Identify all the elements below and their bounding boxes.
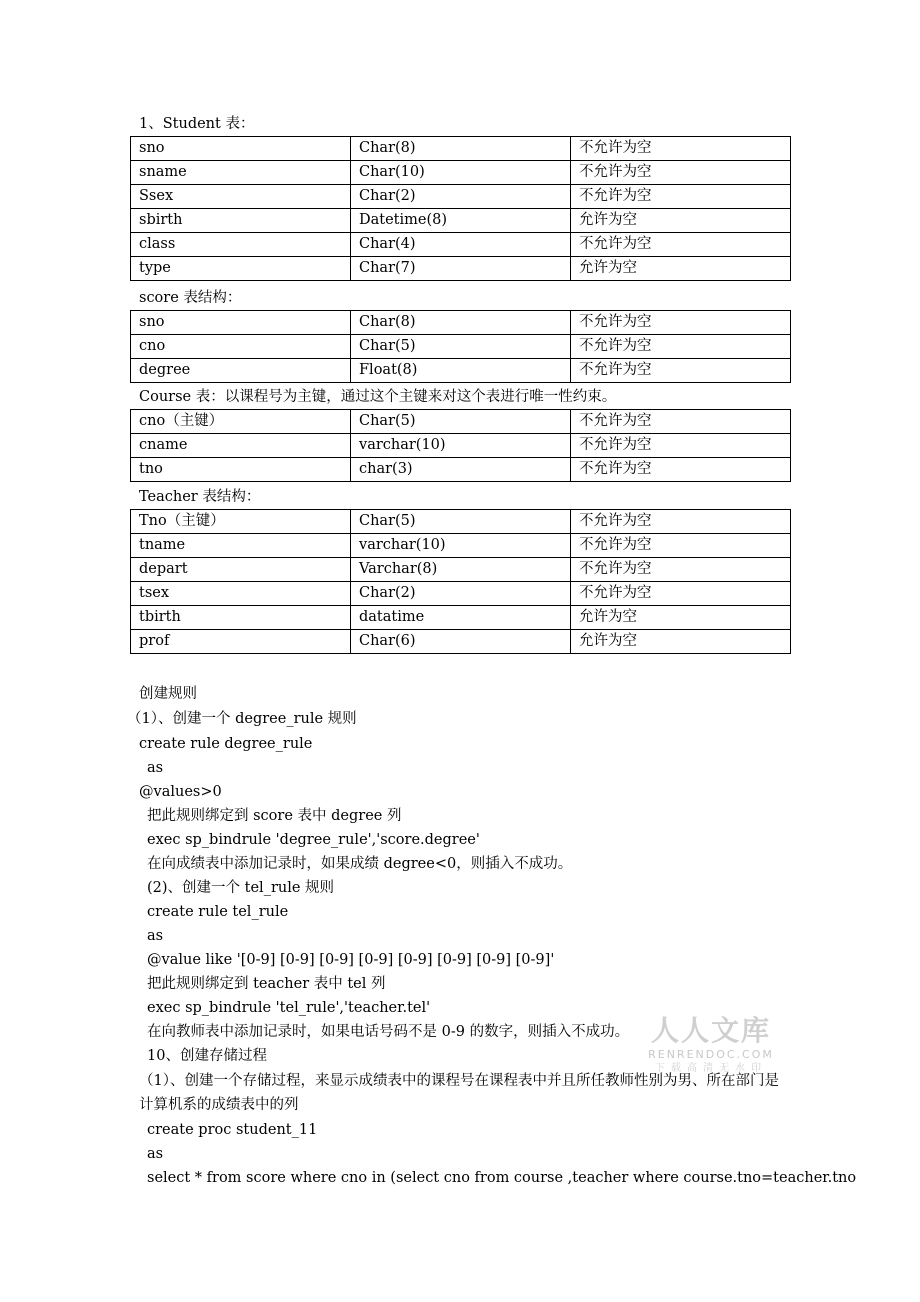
data-type-cell: Char(5)	[351, 335, 571, 359]
nullability-cell: 不允许为空	[571, 161, 791, 185]
field-name-cell: tsex	[131, 582, 351, 606]
nullability-cell: 允许为空	[571, 630, 791, 654]
nullability-cell: 不允许为空	[571, 137, 791, 161]
data-type-cell: char(3)	[351, 458, 571, 482]
field-name-cell: Ssex	[131, 185, 351, 209]
nullability-cell: 不允许为空	[571, 410, 791, 434]
nullability-cell: 不允许为空	[571, 582, 791, 606]
data-type-cell: Char(10)	[351, 161, 571, 185]
field-name-cell: cname	[131, 434, 351, 458]
nullability-cell: 不允许为空	[571, 311, 791, 335]
table-row	[131, 137, 791, 161]
table-row	[131, 410, 791, 434]
data-type-cell: varchar(10)	[351, 534, 571, 558]
nullability-cell: 不允许为空	[571, 434, 791, 458]
table-row	[131, 359, 791, 383]
table-row	[131, 311, 791, 335]
code-line: @value like '[0-9] [0-9] [0-9] [0-9] [0-9] [0-9] [0-9] [0-9]'	[147, 952, 555, 968]
data-type-cell: Char(7)	[351, 257, 571, 281]
data-type-cell: Char(5)	[351, 510, 571, 534]
nullability-cell: 不允许为空	[571, 335, 791, 359]
table-row	[131, 582, 791, 606]
course-table	[130, 409, 791, 482]
nullability-cell: 允许为空	[571, 606, 791, 630]
data-type-cell: Char(8)	[351, 137, 571, 161]
nullability-cell: 不允许为空	[571, 534, 791, 558]
nullability-cell: 允许为空	[571, 257, 791, 281]
code-line: exec sp_bindrule 'tel_rule','teacher.tel'	[147, 1000, 431, 1016]
field-name-cell: prof	[131, 630, 351, 654]
table-row	[131, 209, 791, 233]
code-line: create rule degree_rule	[139, 736, 313, 752]
field-name-cell: tname	[131, 534, 351, 558]
data-type-cell: Varchar(8)	[351, 558, 571, 582]
code-line: create rule tel_rule	[147, 904, 289, 920]
watermark-logo	[646, 1014, 776, 1076]
text-line: 在向成绩表中添加记录时，如果成绩 degree<0，则插入不成功。	[147, 856, 573, 872]
code-line: as	[147, 1146, 164, 1162]
student-table	[130, 136, 791, 281]
code-line: select * from score where cno in (select cno from course ,teacher where course.tno=teacher.tno	[147, 1170, 857, 1186]
code-line: @values>0	[139, 784, 222, 800]
watermark-subtext: 下载高清无水印	[655, 1063, 767, 1074]
data-type-cell: Float(8)	[351, 359, 571, 383]
table-row	[131, 161, 791, 185]
data-type-cell: datatime	[351, 606, 571, 630]
field-name-cell: tbirth	[131, 606, 351, 630]
table-row	[131, 534, 791, 558]
table-row	[131, 335, 791, 359]
field-name-cell: sbirth	[131, 209, 351, 233]
text-line: 把此规则绑定到 score 表中 degree 列	[147, 808, 402, 824]
data-type-cell: Char(8)	[351, 311, 571, 335]
nullability-cell: 不允许为空	[571, 510, 791, 534]
heading-stored-procedure: 10、创建存储过程	[147, 1048, 267, 1064]
field-name-cell: degree	[131, 359, 351, 383]
field-name-cell: type	[131, 257, 351, 281]
field-name-cell: class	[131, 233, 351, 257]
data-type-cell: varchar(10)	[351, 434, 571, 458]
text-line: 把此规则绑定到 teacher 表中 tel 列	[147, 976, 386, 992]
field-name-cell: depart	[131, 558, 351, 582]
table-row	[131, 510, 791, 534]
table-row	[131, 185, 791, 209]
nullability-cell: 不允许为空	[571, 233, 791, 257]
data-type-cell: Char(2)	[351, 582, 571, 606]
section-title-course: Course 表：以课程号为主键，通过这个主键来对这个表进行唯一性约束。	[139, 389, 617, 405]
field-name-cell: Tno（主键）	[131, 510, 351, 534]
data-type-cell: Char(6)	[351, 630, 571, 654]
table-row	[131, 558, 791, 582]
code-line: as	[147, 760, 164, 776]
text-line: 在向教师表中添加记录时，如果电话号码不是 0-9 的数字，则插入不成功。	[147, 1024, 630, 1040]
table-row	[131, 630, 791, 654]
field-name-cell: sno	[131, 137, 351, 161]
nullability-cell: 不允许为空	[571, 558, 791, 582]
code-line: as	[147, 928, 164, 944]
watermark-main-text: 人人文库	[650, 1014, 771, 1047]
table-row	[131, 458, 791, 482]
teacher-table	[130, 509, 791, 654]
table-row	[131, 606, 791, 630]
table-row	[131, 233, 791, 257]
nullability-cell: 不允许为空	[571, 185, 791, 209]
field-name-cell: tno	[131, 458, 351, 482]
data-type-cell: Char(2)	[351, 185, 571, 209]
nullability-cell: 不允许为空	[571, 359, 791, 383]
data-type-cell: Char(5)	[351, 410, 571, 434]
step-create-procedure: （1）、创建一个存储过程，来显示成绩表中的课程号在课程表中并且所任教师性别为男、所在部门是计算机系的成绩表中的列	[139, 1073, 779, 1113]
nullability-cell: 允许为空	[571, 209, 791, 233]
score-table	[130, 310, 791, 383]
field-name-cell: sname	[131, 161, 351, 185]
data-type-cell: Datetime(8)	[351, 209, 571, 233]
section-title-student: 1、Student 表：	[139, 116, 255, 132]
heading-create-rules: 创建规则	[139, 686, 197, 702]
code-line: create proc student_11	[147, 1122, 318, 1138]
section-title-score: score 表结构：	[139, 290, 242, 306]
watermark-url: RENRENDOC.COM	[648, 1048, 774, 1061]
code-line: exec sp_bindrule 'degree_rule','score.degree'	[147, 832, 480, 848]
nullability-cell: 不允许为空	[571, 458, 791, 482]
field-name-cell: cno（主键）	[131, 410, 351, 434]
step-tel-rule: (2)、创建一个 tel_rule 规则	[147, 880, 335, 896]
field-name-cell: sno	[131, 311, 351, 335]
section-title-teacher: Teacher 表结构：	[139, 489, 261, 505]
step-degree-rule: （1）、创建一个 degree_rule 规则	[127, 711, 357, 727]
field-name-cell: cno	[131, 335, 351, 359]
table-row	[131, 257, 791, 281]
data-type-cell: Char(4)	[351, 233, 571, 257]
table-row	[131, 434, 791, 458]
